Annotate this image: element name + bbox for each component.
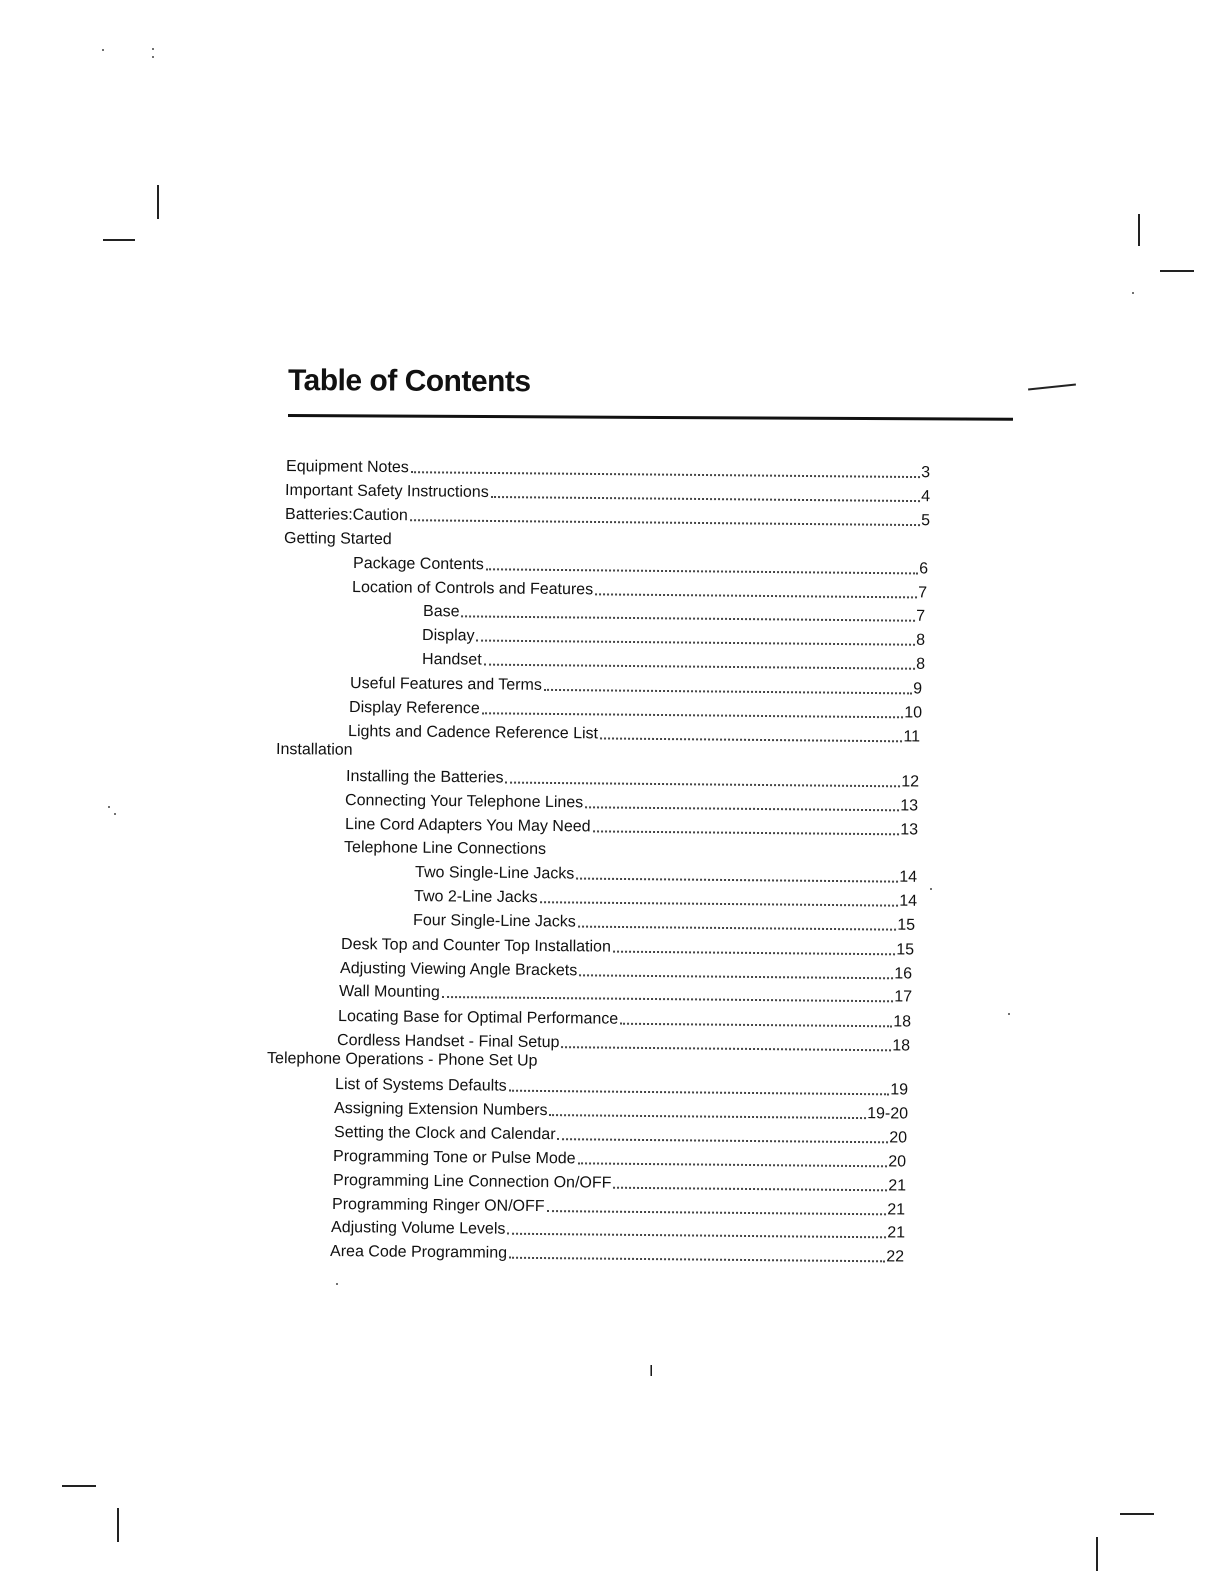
toc-entry-page: 4	[921, 488, 931, 506]
toc-entry-label: Setting the Clock and Calendar	[334, 1124, 556, 1144]
crop-mark	[157, 185, 159, 219]
dot-leader	[484, 664, 915, 670]
toc-entry-label: Desk Top and Counter Top Installation	[341, 936, 611, 956]
dot-leader	[593, 830, 900, 835]
dot-leader	[549, 1114, 866, 1119]
toc-entry	[331, 1216, 905, 1244]
toc-entry-label: Installing the Batteries	[346, 768, 504, 787]
dot-leader	[507, 1233, 886, 1239]
scan-speck	[102, 49, 104, 51]
toc-entry-page: 21	[887, 1201, 906, 1219]
toc-entry-page: 16	[894, 965, 913, 983]
page-title: Table of Contents	[287, 364, 531, 399]
toc-entry	[334, 1097, 908, 1125]
toc-entry	[344, 836, 548, 860]
toc-entry	[341, 933, 914, 960]
dot-leader	[576, 878, 898, 883]
toc-entry-page: 20	[889, 1129, 908, 1147]
dot-leader	[547, 1210, 887, 1215]
toc-entry	[422, 624, 925, 651]
toc-entry-label: Telephone Line Connections	[344, 839, 547, 858]
toc-entry-label: Base	[423, 603, 460, 621]
toc-entry-page: 6	[919, 560, 929, 578]
toc-entry-page: 18	[893, 1013, 912, 1031]
toc-entry-label: Telephone Operations - Phone Set Up	[267, 1050, 538, 1070]
toc-entry-page: 11	[903, 728, 921, 746]
toc-entry-label: Two 2-Line Jacks	[414, 888, 538, 907]
toc-entry-label: Connecting Your Telephone Lines	[345, 792, 584, 812]
toc-entry-page: 5	[921, 512, 931, 530]
toc-entry-label: Two Single-Line Jacks	[415, 864, 575, 883]
dot-leader	[578, 1162, 888, 1167]
dot-leader	[561, 1046, 891, 1051]
toc-entry	[348, 720, 920, 747]
toc-entry-page: 19-20	[867, 1105, 909, 1123]
toc-entry-page: 9	[913, 680, 923, 698]
dot-leader	[579, 974, 893, 979]
toc-entry	[276, 738, 355, 761]
dot-leader	[540, 901, 899, 906]
toc-entry-label: Lights and Cadence Reference List	[348, 723, 599, 743]
crop-mark	[1160, 270, 1194, 272]
dot-leader	[505, 782, 900, 788]
scan-speck	[114, 813, 116, 815]
toc-entry-label: Getting Started	[284, 530, 392, 549]
scan-speck	[930, 888, 932, 890]
dot-leader	[462, 615, 916, 621]
toc-entry	[415, 861, 917, 888]
toc-entry-page: 8	[916, 655, 926, 673]
toc-entry	[284, 527, 394, 550]
scan-speck	[1008, 1013, 1010, 1015]
dot-leader	[585, 806, 899, 811]
dot-leader	[600, 737, 902, 742]
dot-leader	[491, 496, 920, 502]
scan-speck	[108, 806, 110, 808]
toc-entry-label: Wall Mounting	[339, 983, 440, 1001]
toc-entry-label: Batteries:Caution	[285, 506, 408, 525]
crop-mark	[62, 1485, 96, 1487]
toc-entry-label: Useful Features and Terms	[350, 675, 542, 694]
dot-leader	[477, 640, 916, 646]
dot-leader	[486, 568, 918, 574]
toc-entry-label: Adjusting Volume Levels	[331, 1219, 506, 1238]
toc-entry-label: Locating Base for Optimal Performance	[338, 1008, 619, 1028]
toc-entry-label: Package Contents	[353, 555, 484, 574]
toc-entry-page: 8	[916, 631, 926, 649]
dot-leader	[558, 1138, 889, 1143]
dot-leader	[578, 926, 896, 931]
toc-entry-label: Important Safety Instructions	[285, 482, 489, 501]
toc-entry-label: Adjusting Viewing Angle Brackets	[340, 960, 578, 980]
toc-entry	[414, 885, 917, 912]
toc-entry	[422, 648, 925, 675]
crop-mark	[1096, 1537, 1098, 1571]
crop-mark	[1120, 1513, 1154, 1515]
toc-entry	[353, 552, 928, 580]
toc-entry-page: 10	[904, 704, 923, 722]
toc-entry	[338, 1005, 911, 1032]
dot-leader	[482, 712, 903, 718]
toc-entry	[413, 909, 915, 936]
dot-leader	[509, 1090, 890, 1096]
scan-speck	[1132, 292, 1134, 294]
toc-entry-label: Display Reference	[349, 699, 480, 718]
toc-entry-label: Four Single-Line Jacks	[413, 912, 576, 931]
toc-entry-page: 21	[888, 1177, 907, 1195]
toc-entry-page: 20	[888, 1153, 907, 1171]
dot-leader	[410, 519, 920, 526]
toc-entry-label: Handset	[422, 651, 482, 669]
toc-entry-page: 7	[918, 584, 928, 602]
toc-entry	[267, 1047, 540, 1072]
crop-mark	[117, 1508, 119, 1542]
dot-leader	[595, 593, 917, 598]
toc-entry	[333, 1145, 906, 1172]
toc-entry-page: 18	[892, 1037, 911, 1055]
toc-entry-page: 13	[900, 797, 919, 815]
toc-entry-page: 13	[900, 821, 919, 839]
toc-entry-page: 15	[896, 941, 915, 959]
crop-mark	[1138, 214, 1140, 246]
page-number: I	[649, 1363, 654, 1380]
toc-entry-label: Area Code Programming	[330, 1243, 508, 1262]
toc-entry	[335, 1073, 908, 1100]
toc-entry-label: Location of Controls and Features	[352, 579, 594, 599]
toc-entry-page: 19	[890, 1081, 909, 1099]
toc-entry-page: 15	[897, 916, 916, 934]
toc-entry	[333, 1169, 906, 1196]
toc-entry-label: List of Systems Defaults	[335, 1076, 507, 1095]
toc-entry-page: 7	[916, 607, 926, 625]
toc-entry	[345, 789, 918, 816]
toc-entry-page: 3	[921, 464, 931, 482]
dot-leader	[613, 951, 895, 956]
dot-leader	[442, 996, 893, 1002]
toc-entry-label: Cordless Handset - Final Setup	[337, 1032, 560, 1052]
dot-leader	[411, 471, 920, 478]
toc-entry-label: Line Cord Adapters You May Need	[345, 816, 591, 836]
toc-entry-page: 22	[886, 1248, 905, 1266]
toc-entry-label: Installation	[276, 741, 353, 759]
toc-entry-label: Assigning Extension Numbers	[334, 1100, 548, 1120]
toc-entry-label: Equipment Notes	[286, 458, 409, 477]
toc-entry-page: 12	[901, 773, 920, 791]
toc-entry	[349, 696, 922, 723]
toc-entry-label: Display	[422, 627, 475, 645]
toc-entry	[339, 980, 912, 1007]
toc-entry-label: Programming Line Connection On/OFF	[333, 1172, 612, 1192]
toc-entry	[334, 1121, 907, 1148]
toc-entry	[350, 672, 922, 699]
dot-leader	[544, 689, 912, 695]
toc-entry-label: Programming Ringer ON/OFF	[332, 1196, 545, 1216]
scan-speck	[336, 1283, 338, 1285]
dot-leader	[620, 1023, 892, 1028]
toc-entry-page: 14	[899, 868, 918, 886]
scan-speck	[152, 56, 154, 58]
dot-leader	[509, 1257, 885, 1263]
toc-entry-label: Programming Tone or Pulse Mode	[333, 1148, 576, 1168]
dot-leader	[613, 1187, 887, 1192]
toc-entry-page: 17	[894, 988, 913, 1006]
scan-speck	[152, 48, 154, 50]
toc-entry	[423, 600, 925, 627]
toc-entry	[330, 1240, 904, 1268]
crop-mark	[103, 239, 135, 241]
toc-entry	[346, 765, 919, 792]
toc-entry-page: 21	[887, 1224, 906, 1242]
toc-entry-page: 14	[899, 892, 918, 910]
